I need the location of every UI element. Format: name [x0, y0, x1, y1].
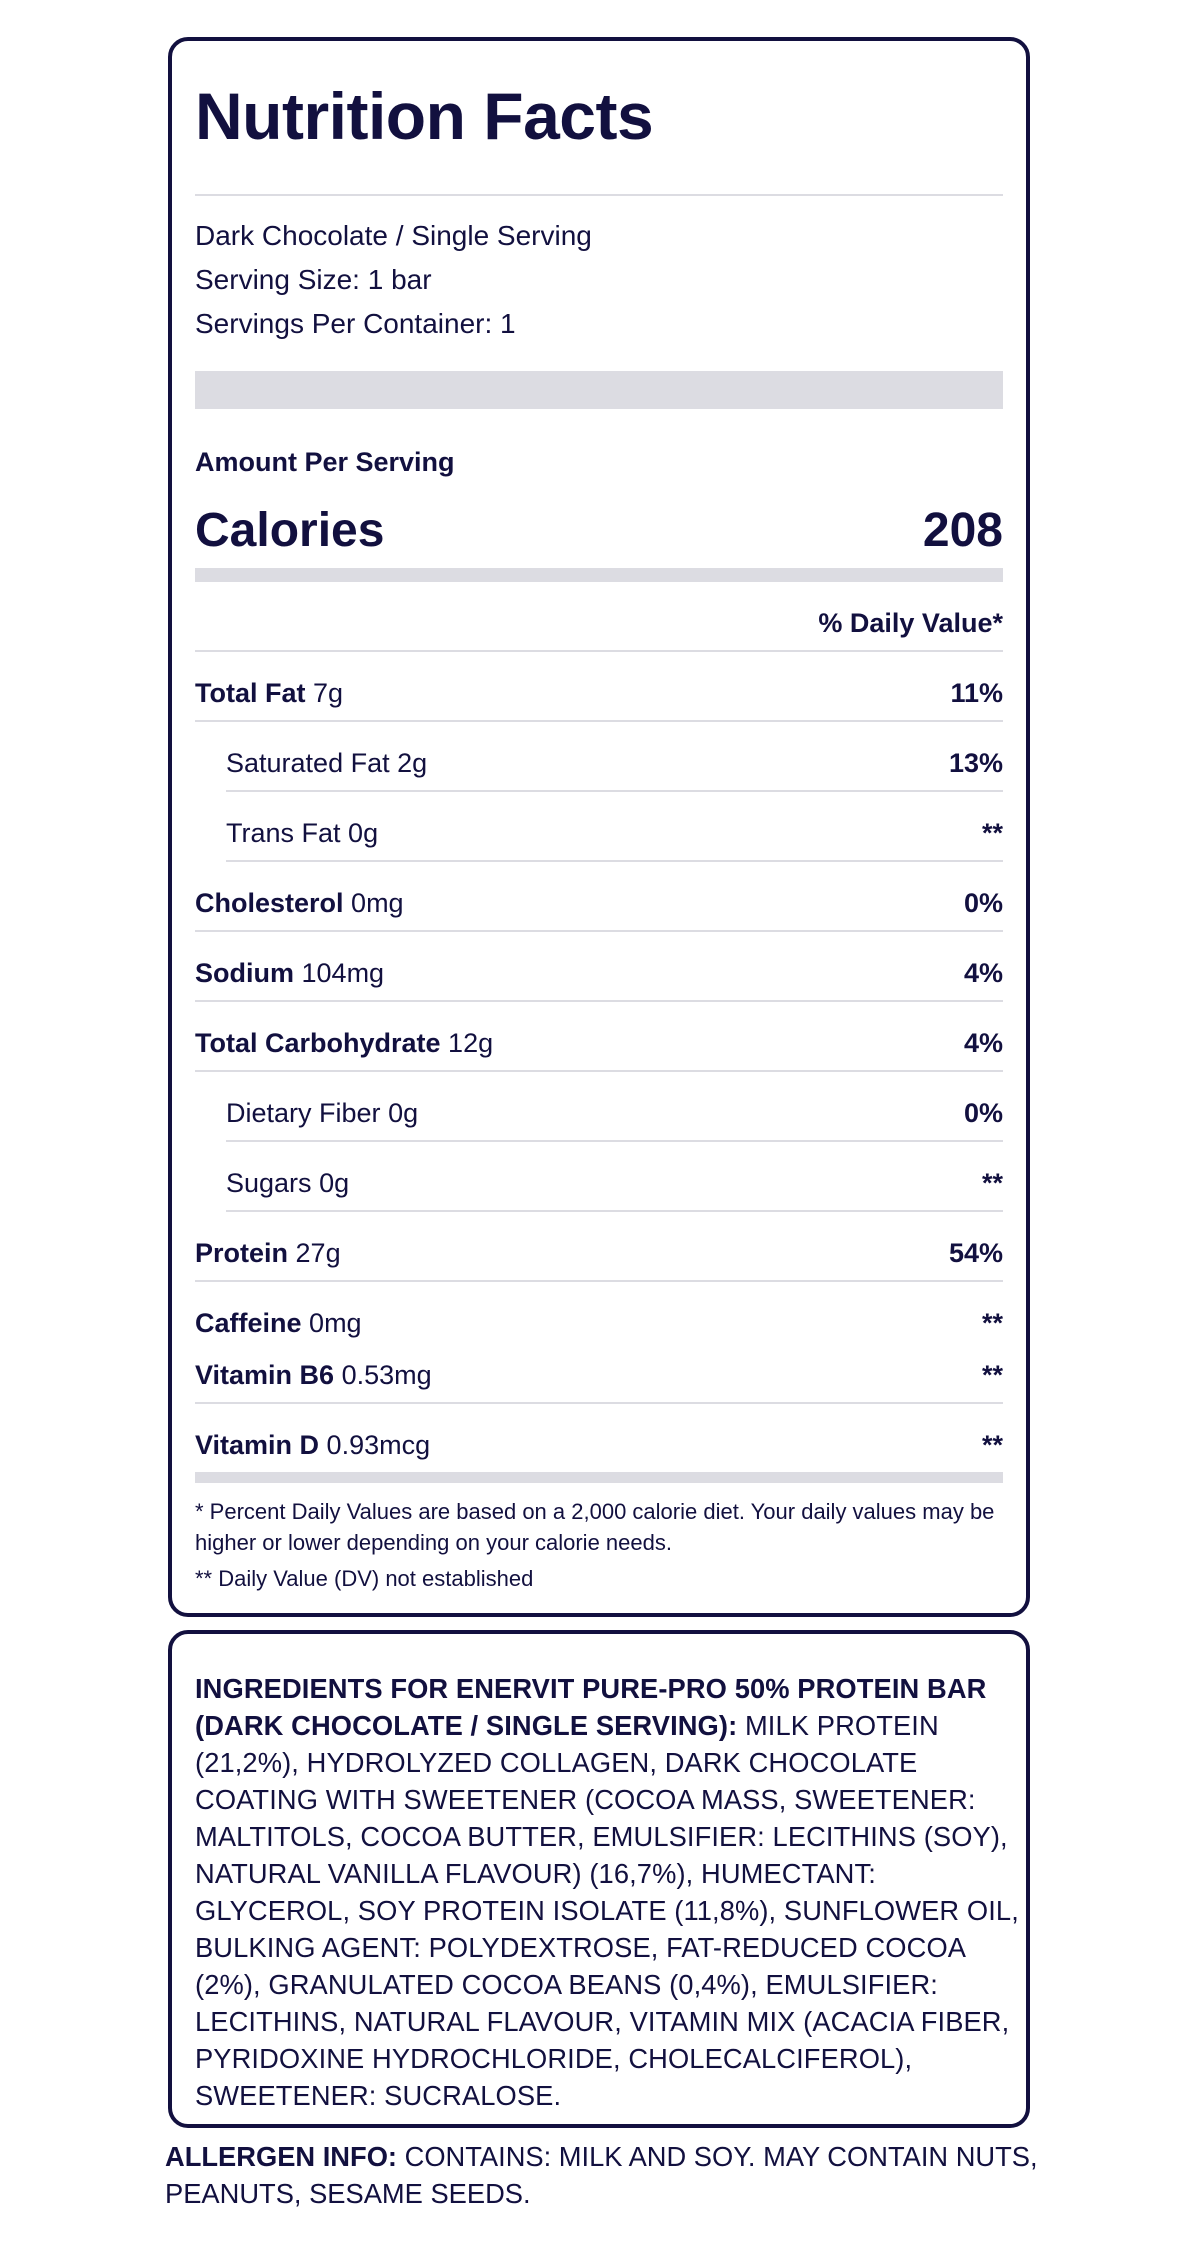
- nutrient-row-vitamin-b6: [195, 1353, 1003, 1397]
- nutrient-label: Caffeine 0mg: [195, 1308, 362, 1338]
- nutrient-dv: 54%: [948, 1238, 1003, 1268]
- divider: [195, 650, 1003, 652]
- allergen-info: [165, 2138, 1045, 2212]
- nutrient-label: Protein 27g: [195, 1238, 341, 1268]
- nutrient-row-vitamin-d: [195, 1423, 1003, 1467]
- divider: [226, 860, 1003, 862]
- nutrient-dv: **: [981, 1360, 1003, 1390]
- serving-size: Serving Size: 1 bar: [195, 264, 432, 295]
- nutrient-row-cholesterol: [195, 881, 1003, 925]
- nutrient-dv: 11%: [950, 678, 1003, 708]
- nutrient-row-protein: [195, 1231, 1003, 1275]
- nutrient-dv: 4%: [963, 1028, 1003, 1058]
- divider: [195, 1402, 1003, 1404]
- calories-label: Calories: [195, 504, 385, 557]
- nutrient-row-trans-fat: [195, 811, 1003, 855]
- nutrient-row-sodium: [195, 951, 1003, 995]
- divider: [195, 1070, 1003, 1072]
- divider: [195, 1000, 1003, 1002]
- nutrient-dv: **: [981, 818, 1003, 848]
- nutrient-row-caffeine: [195, 1301, 1003, 1345]
- footnote-dv-not-established: ** Daily Value (DV) not established: [195, 1566, 534, 1591]
- divider: [195, 720, 1003, 722]
- product-name: Dark Chocolate / Single Serving: [195, 220, 592, 251]
- divider: [195, 930, 1003, 932]
- ingredients-text: [195, 1670, 1025, 2114]
- bottom-divider: [195, 1472, 1003, 1483]
- nutrient-dv: 0%: [963, 1098, 1003, 1128]
- nutrient-row-sugars: [195, 1161, 1003, 1205]
- thick-divider: [195, 371, 1003, 409]
- ingredients-heading: INGREDIENTS FOR ENERVIT PURE-PRO 50% PROTEIN BAR (DARK CHOCOLATE / SINGLE SERVING):: [195, 1673, 987, 1741]
- nutrient-label: Vitamin B6 0.53mg: [195, 1360, 432, 1390]
- nutrient-label: Total Fat 7g: [195, 678, 344, 708]
- nutrition-facts-panel: [168, 37, 1030, 1617]
- nutrient-label: Sodium 104mg: [195, 958, 385, 988]
- footnote-daily-values: * Percent Daily Values are based on a 2,000 calorie diet. Your daily values may be higher or lower depending on your calorie needs.: [195, 1499, 995, 1555]
- nutrient-label: Saturated Fat 2g: [226, 748, 428, 778]
- nutrition-facts-title: Nutrition Facts: [195, 79, 654, 153]
- nutrient-dv: 4%: [963, 958, 1003, 988]
- ingredients-panel: [168, 1630, 1030, 2128]
- calories-value: 208: [922, 504, 1003, 557]
- daily-value-header: % Daily Value*: [818, 608, 1003, 638]
- divider: [195, 194, 1003, 196]
- nutrient-dv: 13%: [948, 748, 1003, 778]
- divider: [195, 1280, 1003, 1282]
- ingredients-list: MILK PROTEIN (21,2%), HYDROLYZED COLLAGEN, DARK CHOCOLATE COATING WITH SWEETENER (COCOA MASS, SWEETENER: MALTITOLS, COCOA BUTTER, EMULSIFIER: LECITHINS (SOY), NATURAL VANILLA FLAVOUR) (16,7%), HUMECTANT: GLYCEROL, SOY PROTEIN ISOLATE (11,8%), SUNFLOWER OIL, BULKING AGENT: POLYDEXTROSE, FAT-REDUCED COCOA (2%), GRANULATED COCOA BEANS (0,4%), EMULSIFIER: LECITHINS, NATURAL FLAVOUR, VITAMIN MIX (ACACIA FIBER, PYRIDOXINE HYDROCHLORIDE, CHOLECALCIFEROL), SWEETENER: SUCRALOSE.: [195, 1710, 1019, 2111]
- nutrient-dv: **: [981, 1308, 1003, 1338]
- nutrient-dv: **: [981, 1168, 1003, 1198]
- divider: [226, 1140, 1003, 1142]
- nutrient-row-saturated-fat: [195, 741, 1003, 785]
- nutrient-row-dietary-fiber: [195, 1091, 1003, 1135]
- divider: [226, 790, 1003, 792]
- nutrient-dv: 0%: [963, 888, 1003, 918]
- nutrient-label: Cholesterol 0mg: [195, 888, 404, 918]
- allergen-heading: ALLERGEN INFO:: [165, 2141, 398, 2172]
- nutrient-label: Sugars 0g: [226, 1168, 350, 1198]
- divider: [226, 1210, 1003, 1212]
- nutrient-label: Vitamin D 0.93mcg: [195, 1430, 431, 1460]
- nutrient-label: Trans Fat 0g: [226, 818, 379, 848]
- nutrient-row-total-carbohydrate: [195, 1021, 1003, 1065]
- nutrient-label: Dietary Fiber 0g: [226, 1098, 419, 1128]
- nutrient-row-total-fat: [195, 671, 1003, 715]
- nutrient-dv: **: [981, 1430, 1003, 1460]
- servings-per-container: Servings Per Container: 1: [195, 308, 516, 339]
- nutrient-label: Total Carbohydrate 12g: [195, 1028, 494, 1058]
- allergen-text: CONTAINS: MILK AND SOY. MAY CONTAIN NUTS, PEANUTS, SESAME SEEDS.: [165, 2141, 1038, 2209]
- medium-divider: [195, 568, 1003, 582]
- amount-per-serving: Amount Per Serving: [195, 447, 455, 477]
